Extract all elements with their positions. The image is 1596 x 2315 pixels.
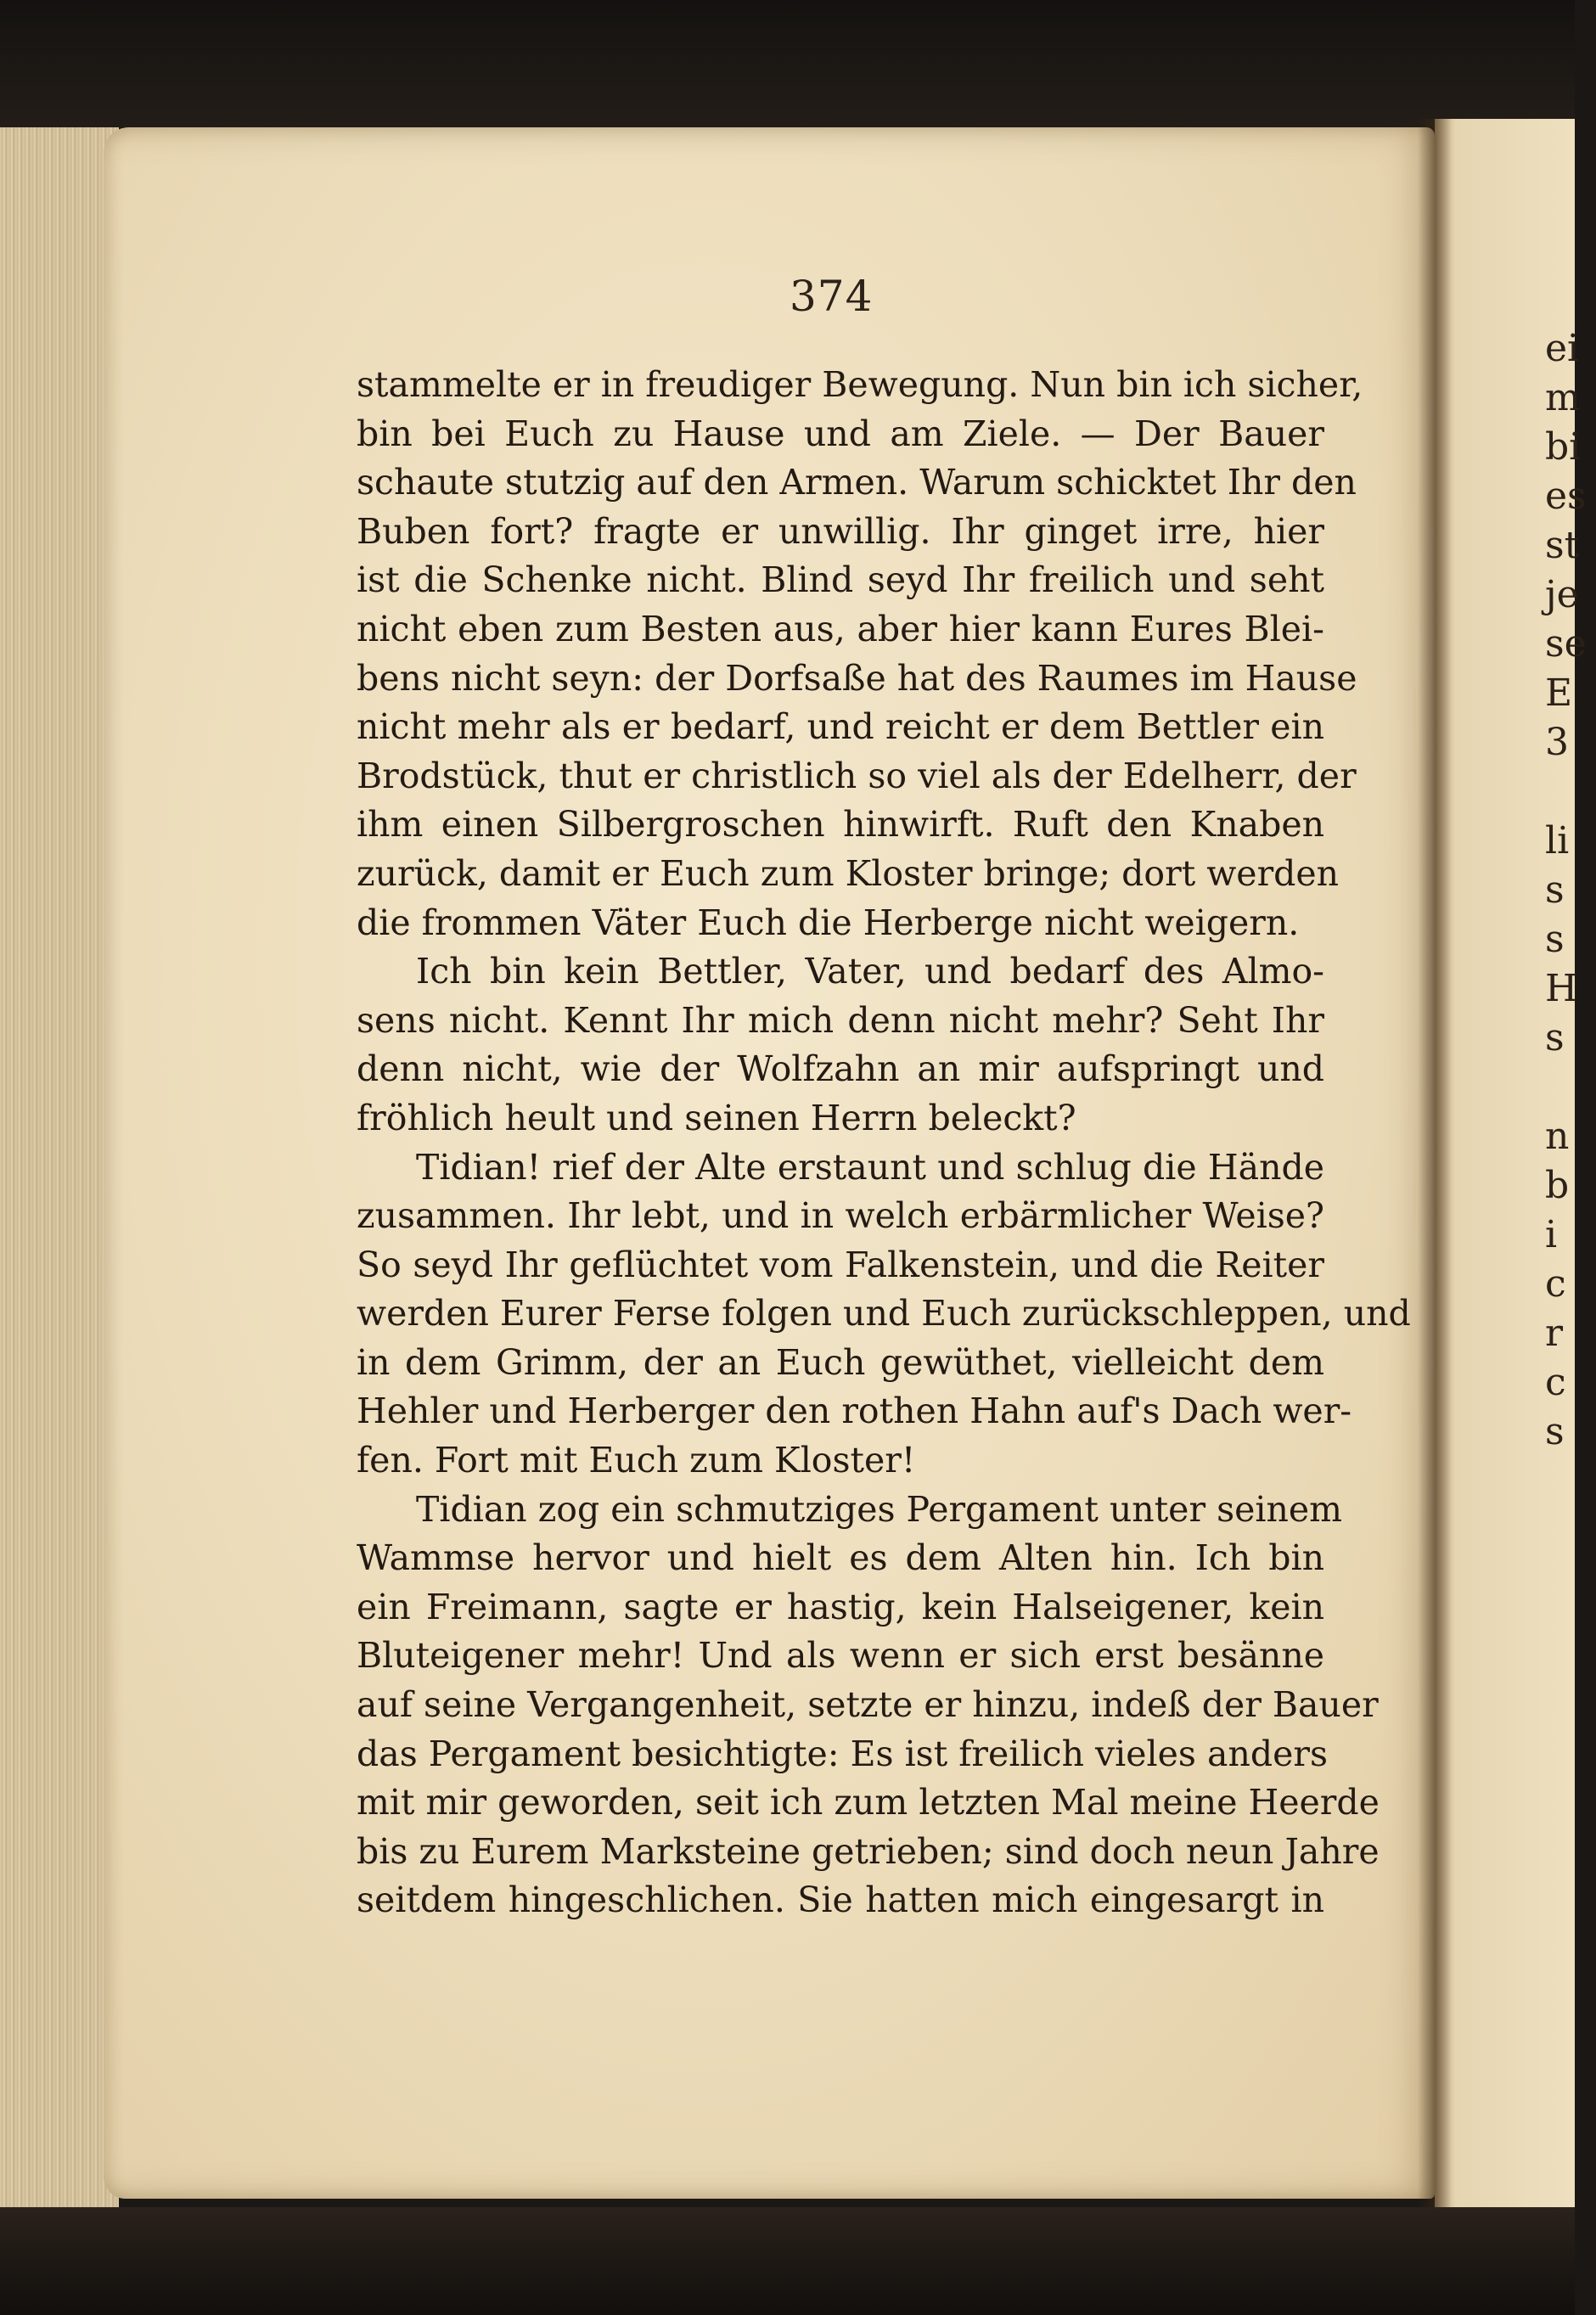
text-line: nicht eben zum Besten aus, aber hier kann Eures Blei- [357, 608, 1324, 649]
text-line: Wammse hervor und hielt es dem Alten hin. Ich bin [357, 1537, 1324, 1579]
adjacent-text-fragment: s [1545, 1016, 1565, 1059]
adjacent-text-fragment: c [1545, 1361, 1566, 1404]
text-line: ist die Schenke nicht. Blind seyd Ihr freilich und seht [357, 559, 1324, 601]
text-line: ihm einen Silbergroschen hinwirft. Ruft den Knaben [357, 804, 1324, 846]
adjacent-text-fragment: s [1545, 1410, 1565, 1453]
adjacent-text-fragment: je [1545, 573, 1579, 616]
adjacent-text-fragment: li [1545, 819, 1570, 863]
text-line: zusammen. Ihr lebt, und in welch erbärmlicher Weise? [357, 1195, 1324, 1237]
text-line: ein Freimann, sagte er hastig, kein Halseigener, kein [357, 1586, 1324, 1627]
page-number: 374 [790, 272, 874, 321]
adjacent-text-fragment: b [1545, 1164, 1570, 1207]
text-line: Brodstück, thut er christlich so viel als der Edelherr, der [357, 755, 1357, 796]
book-gutter [1418, 119, 1452, 2216]
text-line: stammelte er in freudiger Bewegung. Nun bin ich sicher, [357, 364, 1363, 405]
text-line: seitdem hingeschlichen. Sie hatten mich eingesargt in [357, 1880, 1324, 1921]
adjacent-text-fragment: 3 [1545, 721, 1569, 764]
text-line: nicht mehr als er bedarf, und reicht er dem Bettler ein [357, 706, 1324, 748]
text-line: Tidian! rief der Alte erstaunt und schlug die Hände [416, 1146, 1324, 1188]
text-line: fen. Fort mit Euch zum Kloster! [357, 1440, 916, 1481]
adjacent-text-fragment: c [1545, 1262, 1566, 1306]
adjacent-page [1435, 119, 1587, 2216]
background-bottom [0, 2207, 1575, 2315]
text-line: bin bei Euch zu Hause und am Ziele. — Der Bauer [357, 413, 1324, 454]
text-line: Bluteigener mehr! Und als wenn er sich erst besänne [357, 1635, 1324, 1677]
text-line: das Pergament besichtigte: Es ist freilich vieles anders [357, 1733, 1328, 1774]
book-page-edges [0, 127, 119, 2224]
text-line: schaute stutzig auf den Armen. Warum schicktet Ihr den [357, 462, 1357, 503]
page-text [357, 361, 1411, 1925]
text-line: auf seine Vergangenheit, setzte er hinzu, indeß der Bauer [357, 1684, 1379, 1726]
text-line: die frommen Väter Euch die Herberge nicht weigern. [357, 902, 1300, 943]
adjacent-text-fragment: se [1545, 622, 1587, 666]
text-line: bens nicht seyn: der Dorfsaße hat des Raumes im Hause [357, 657, 1357, 699]
adjacent-text-fragment: bi [1545, 425, 1582, 469]
text-line: in dem Grimm, der an Euch gewüthet, vielleicht dem [357, 1341, 1324, 1383]
text-line: Tidian zog ein schmutziges Pergament unter seinem [416, 1488, 1343, 1530]
text-line: denn nicht, wie der Wolfzahn an mir aufspringt und [357, 1048, 1324, 1090]
text-line: zurück, damit er Euch zum Kloster bringe; dort werden [357, 852, 1340, 894]
adjacent-text-fragment: es [1545, 475, 1587, 518]
text-line: Hehler und Herberger den rothen Hahn auf's Dach wer- [357, 1391, 1352, 1432]
text-line: bis zu Eurem Marksteine getrieben; sind doch neun Jahre [357, 1830, 1380, 1872]
text-line: mit mir geworden, seit ich zum letzten Mal meine Heerde [357, 1782, 1380, 1823]
adjacent-text-fragment: i [1545, 1213, 1558, 1256]
adjacent-text-fragment: n [1545, 1115, 1570, 1158]
text-line: So seyd Ihr geflüchtet vom Falkenstein, und die Reiter [357, 1244, 1324, 1285]
adjacent-text-fragment: m [1545, 376, 1581, 419]
adjacent-text-fragment: ei [1545, 327, 1580, 370]
adjacent-text-fragment: r [1545, 1312, 1564, 1355]
adjacent-text-fragment: E [1545, 671, 1573, 715]
adjacent-text-fragment: s [1545, 868, 1565, 912]
text-line: fröhlich heult und seinen Herrn beleckt? [357, 1097, 1076, 1138]
text-line: werden Eurer Ferse folgen und Euch zurückschleppen, und [357, 1293, 1411, 1334]
adjacent-text-fragment: s [1545, 918, 1565, 961]
background-top [0, 0, 1575, 127]
text-line: Ich bin kein Bettler, Vater, und bedarf des Almo- [416, 951, 1324, 992]
adjacent-text-fragment: H [1545, 967, 1578, 1010]
adjacent-text-fragment: st [1545, 524, 1580, 567]
text-line: Buben fort? fragte er unwillig. Ihr ginget irre, hier [357, 510, 1324, 552]
text-line: sens nicht. Kennt Ihr mich denn nicht mehr? Seht Ihr [357, 999, 1324, 1041]
